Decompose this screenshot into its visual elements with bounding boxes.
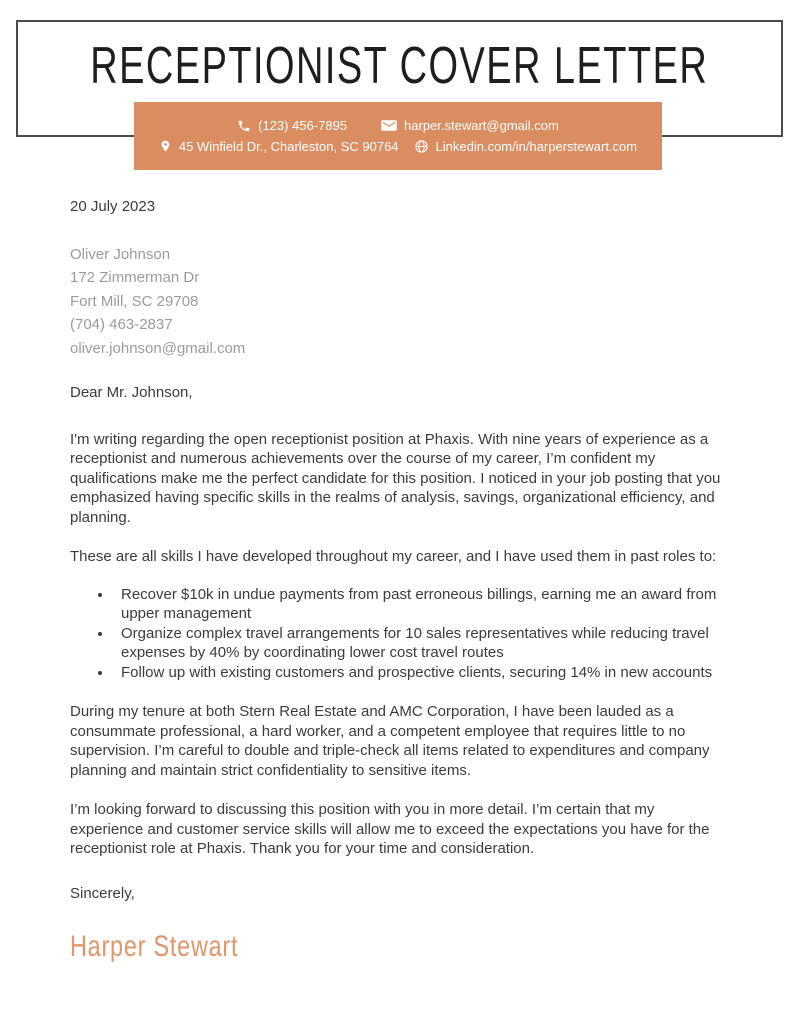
contact-row-top <box>134 118 662 133</box>
recipient-block <box>70 243 730 361</box>
recipient-name: Oliver Johnson <box>70 245 171 263</box>
envelope-icon <box>381 119 397 132</box>
list-item: • Recover $10k in undue payments from past erroneous billings, earning me an award from upper management <box>113 585 730 624</box>
signature: Harper Stewart <box>70 930 239 963</box>
phone-icon <box>237 119 251 133</box>
salutation: Dear Mr. Johnson, <box>70 384 193 401</box>
letter-body <box>0 197 800 965</box>
contact-phone <box>237 118 347 133</box>
contact-bar <box>134 102 662 170</box>
page-title: RECEPTIONIST COVER LETTER <box>90 37 709 95</box>
contact-email-text: harper.stewart@gmail.com <box>404 118 559 133</box>
recipient-city: Fort Mill, SC 29708 <box>70 292 199 310</box>
paragraph-skills-lead: These are all skills I have developed throughout my career, and I have used them in past roles to: <box>70 548 717 565</box>
list-item: • Follow up with existing customers and prospective clients, securing 14% in new accounts <box>113 663 730 683</box>
letter-date: 20 July 2023 <box>70 198 156 215</box>
closing: Sincerely, <box>70 884 135 902</box>
list-item: • Organize complex travel arrangements for 10 sales representatives while reducing travel expenses by 40% by coordinating lower cost travel routes <box>113 624 730 663</box>
contact-address-text: 45 Winfield Dr., Charleston, SC 90764 <box>178 138 399 154</box>
paragraph-outro: I’m looking forward to discussing this position with you in more detail. I’m certain that my experience and customer service skills will allow me to exceed the expectations you have for the receptionist role at Phaxis. Thank you for your time and consideration. <box>70 801 710 857</box>
recipient-email: oliver.johnson@gmail.com <box>70 339 246 357</box>
location-pin-icon <box>159 138 172 154</box>
header <box>0 0 800 170</box>
contact-email <box>381 118 559 133</box>
contact-address <box>159 138 399 154</box>
contact-linkedin-text: Linkedin.com/in/harperstewart.com <box>435 138 638 154</box>
recipient-phone: (704) 463-2837 <box>70 316 173 333</box>
contact-phone-text: (123) 456-7895 <box>258 118 348 133</box>
recipient-street: 172 Zimmerman Dr <box>70 269 200 286</box>
paragraph-tenure: During my tenure at both Stern Real Estate and AMC Corporation, I have been lauded as a consummate professional, a hard worker, and a competent employee that requires little to no supervision. I’m careful to double and triple-check all items related to expenditures and company planning and maintain strict confidentiality to sensitive items. <box>70 703 710 779</box>
globe-icon <box>414 139 429 154</box>
achievement-list <box>70 585 730 683</box>
paragraph-intro: I'm writing regarding the open receptionist position at Phaxis. With nine years of experience as a receptionist and numerous achievements over the course of my career, I’m confident my qualifications make me the perfect candidate for this position. I noticed in your job posting that you emphasized having specific skills in the realms of analysis, savings, organizational efficiency, and planning. <box>70 430 721 526</box>
contact-row-bottom <box>134 138 662 154</box>
signature-wrap <box>70 903 730 965</box>
contact-linkedin <box>414 139 638 154</box>
